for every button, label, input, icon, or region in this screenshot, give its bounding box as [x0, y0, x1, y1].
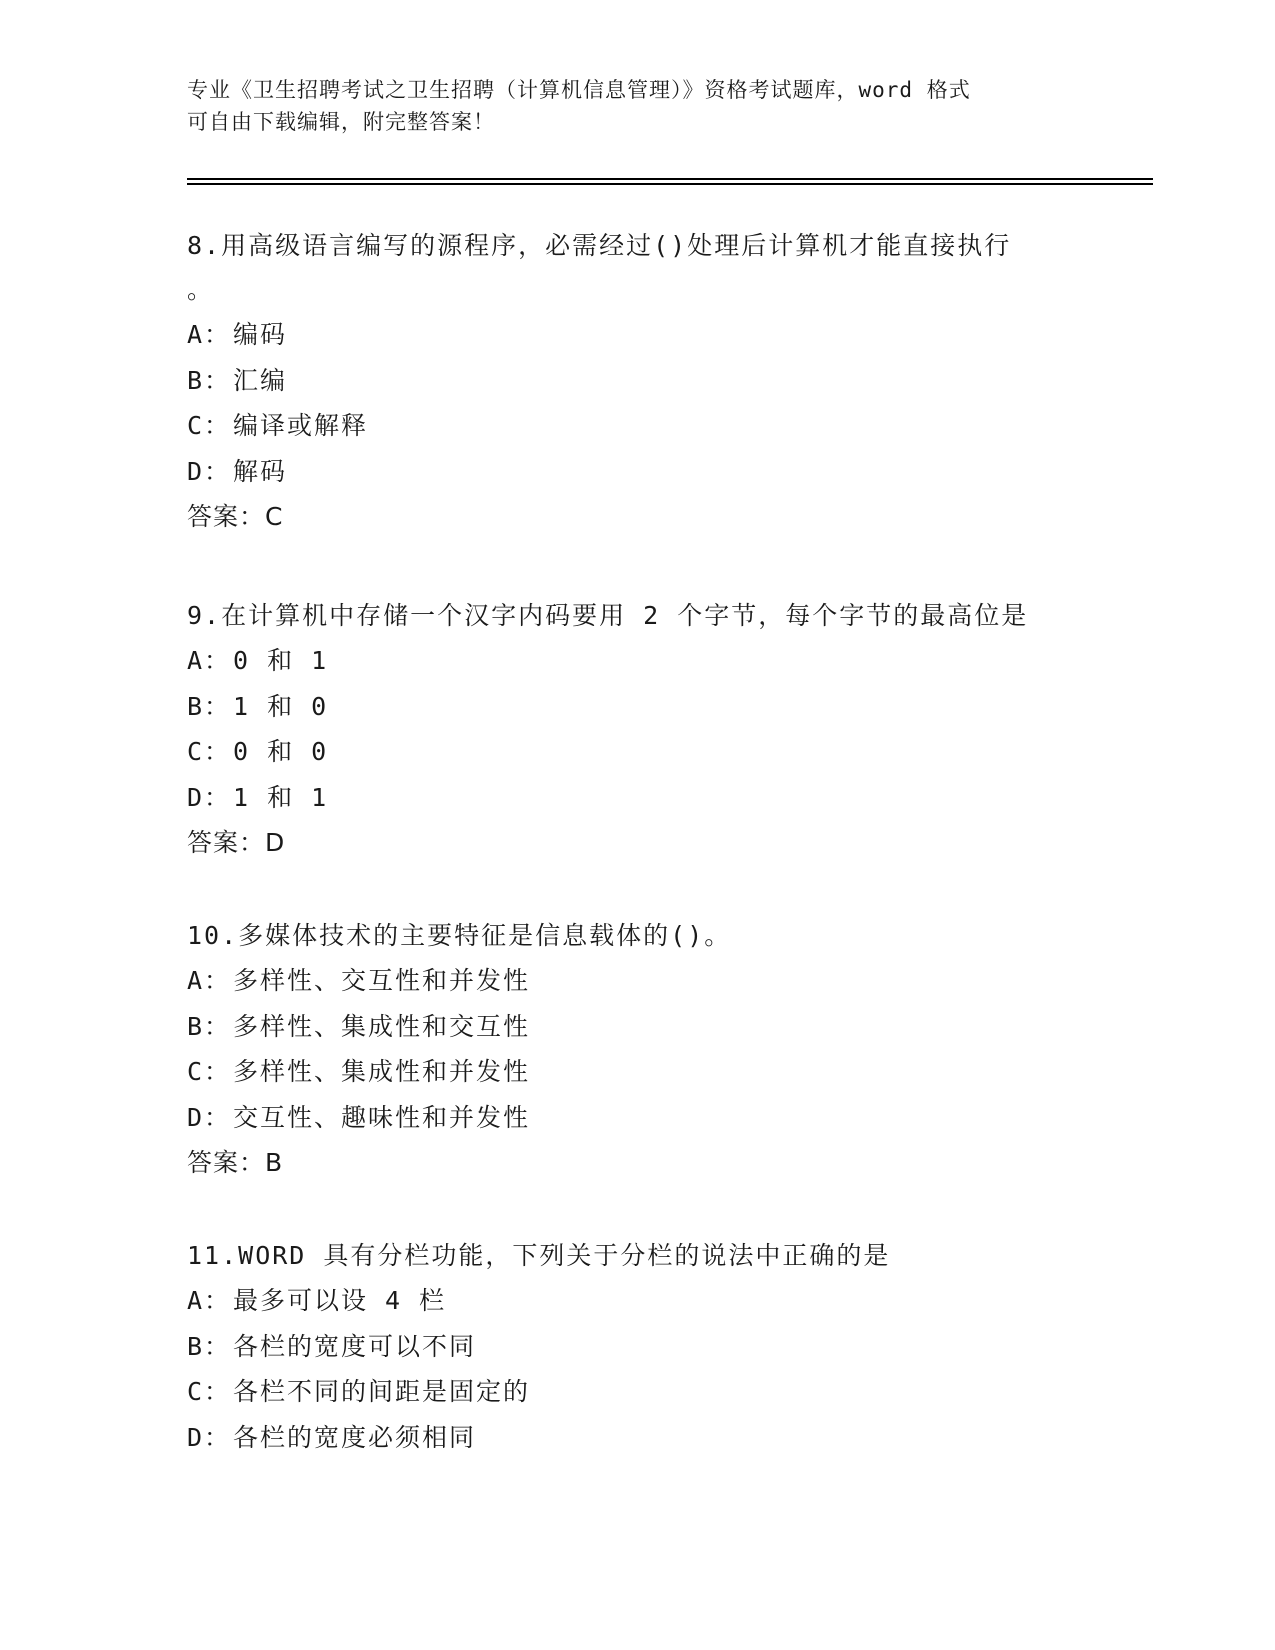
option-text: 多样性、集成性和交互性 [233, 1011, 531, 1041]
question-stem: 9.在计算机中存储一个汉字内码要用 2 个字节，每个字节的最高位是 [187, 601, 1029, 630]
option-b [187, 1004, 1087, 1050]
option-label: D： [187, 1422, 232, 1452]
option-label: A： [187, 966, 232, 995]
option-label: B： [187, 1011, 232, 1041]
option-text: 1 和 1 [233, 782, 329, 812]
option-d [187, 1415, 1087, 1461]
question-9 [187, 594, 1087, 866]
header-divider-bottom [187, 183, 1153, 185]
option-b [187, 1324, 1087, 1370]
option-a [187, 638, 1087, 684]
option-label: C： [187, 737, 232, 766]
option-a [187, 1278, 1087, 1324]
option-label: C： [187, 411, 232, 440]
option-text: 各栏的宽度可以不同 [233, 1331, 477, 1361]
option-text: 最多可以设 4 栏 [233, 1286, 447, 1315]
option-label: A： [187, 1286, 232, 1315]
option-c [187, 403, 1087, 449]
question-8 [187, 224, 1087, 540]
option-a [187, 312, 1087, 358]
answer: 答案：B [187, 1148, 284, 1177]
question-stem: 10.多媒体技术的主要特征是信息载体的()。 [187, 921, 732, 950]
question-stem: 8.用高级语言编写的源程序，必需经过()处理后计算机才能直接执行 [187, 231, 1012, 260]
option-text: 1 和 0 [233, 691, 329, 721]
option-text: 各栏不同的间距是固定的 [233, 1377, 531, 1406]
option-c [187, 1049, 1087, 1095]
option-text: 多样性、集成性和并发性 [233, 1057, 531, 1086]
option-d [187, 775, 1087, 821]
option-text: 交互性、趣味性和并发性 [233, 1102, 531, 1132]
option-c [187, 1369, 1087, 1415]
option-b [187, 358, 1087, 404]
option-text: 编译或解释 [233, 411, 369, 440]
option-b [187, 684, 1087, 730]
option-text: 0 和 0 [233, 737, 329, 766]
header-line-1: 专业《卫生招聘考试之卫生招聘（计算机信息管理）》资格考试题库，word 格式 [187, 78, 971, 102]
option-text: 汇编 [233, 365, 288, 395]
option-label: D： [187, 456, 232, 486]
option-text: 编码 [233, 320, 288, 349]
answer: 答案：D [187, 828, 286, 857]
header-divider-top [187, 178, 1153, 180]
option-label: C： [187, 1057, 232, 1086]
option-label: A： [187, 320, 232, 349]
option-d [187, 1095, 1087, 1141]
option-text: 各栏的宽度必须相同 [233, 1422, 477, 1452]
question-stem-continuation: 。 [187, 275, 215, 304]
option-text: 解码 [233, 456, 288, 486]
option-label: A： [187, 646, 232, 675]
option-c [187, 729, 1087, 775]
option-label: D： [187, 782, 232, 812]
option-text: 多样性、交互性和并发性 [233, 966, 531, 995]
question-11 [187, 1234, 1087, 1460]
option-text: 0 和 1 [233, 646, 329, 675]
question-stem: 11.WORD 具有分栏功能，下列关于分栏的说法中正确的是 [187, 1241, 891, 1270]
answer: 答案：C [187, 502, 284, 531]
option-label: B： [187, 1331, 232, 1361]
option-a [187, 958, 1087, 1004]
option-d [187, 449, 1087, 495]
header-line-2: 可自由下载编辑，附完整答案！ [187, 110, 495, 134]
document-header [187, 74, 1087, 138]
option-label: C： [187, 1377, 232, 1406]
option-label: D： [187, 1102, 232, 1132]
question-10 [187, 914, 1087, 1186]
option-label: B： [187, 691, 232, 721]
option-label: B： [187, 365, 232, 395]
